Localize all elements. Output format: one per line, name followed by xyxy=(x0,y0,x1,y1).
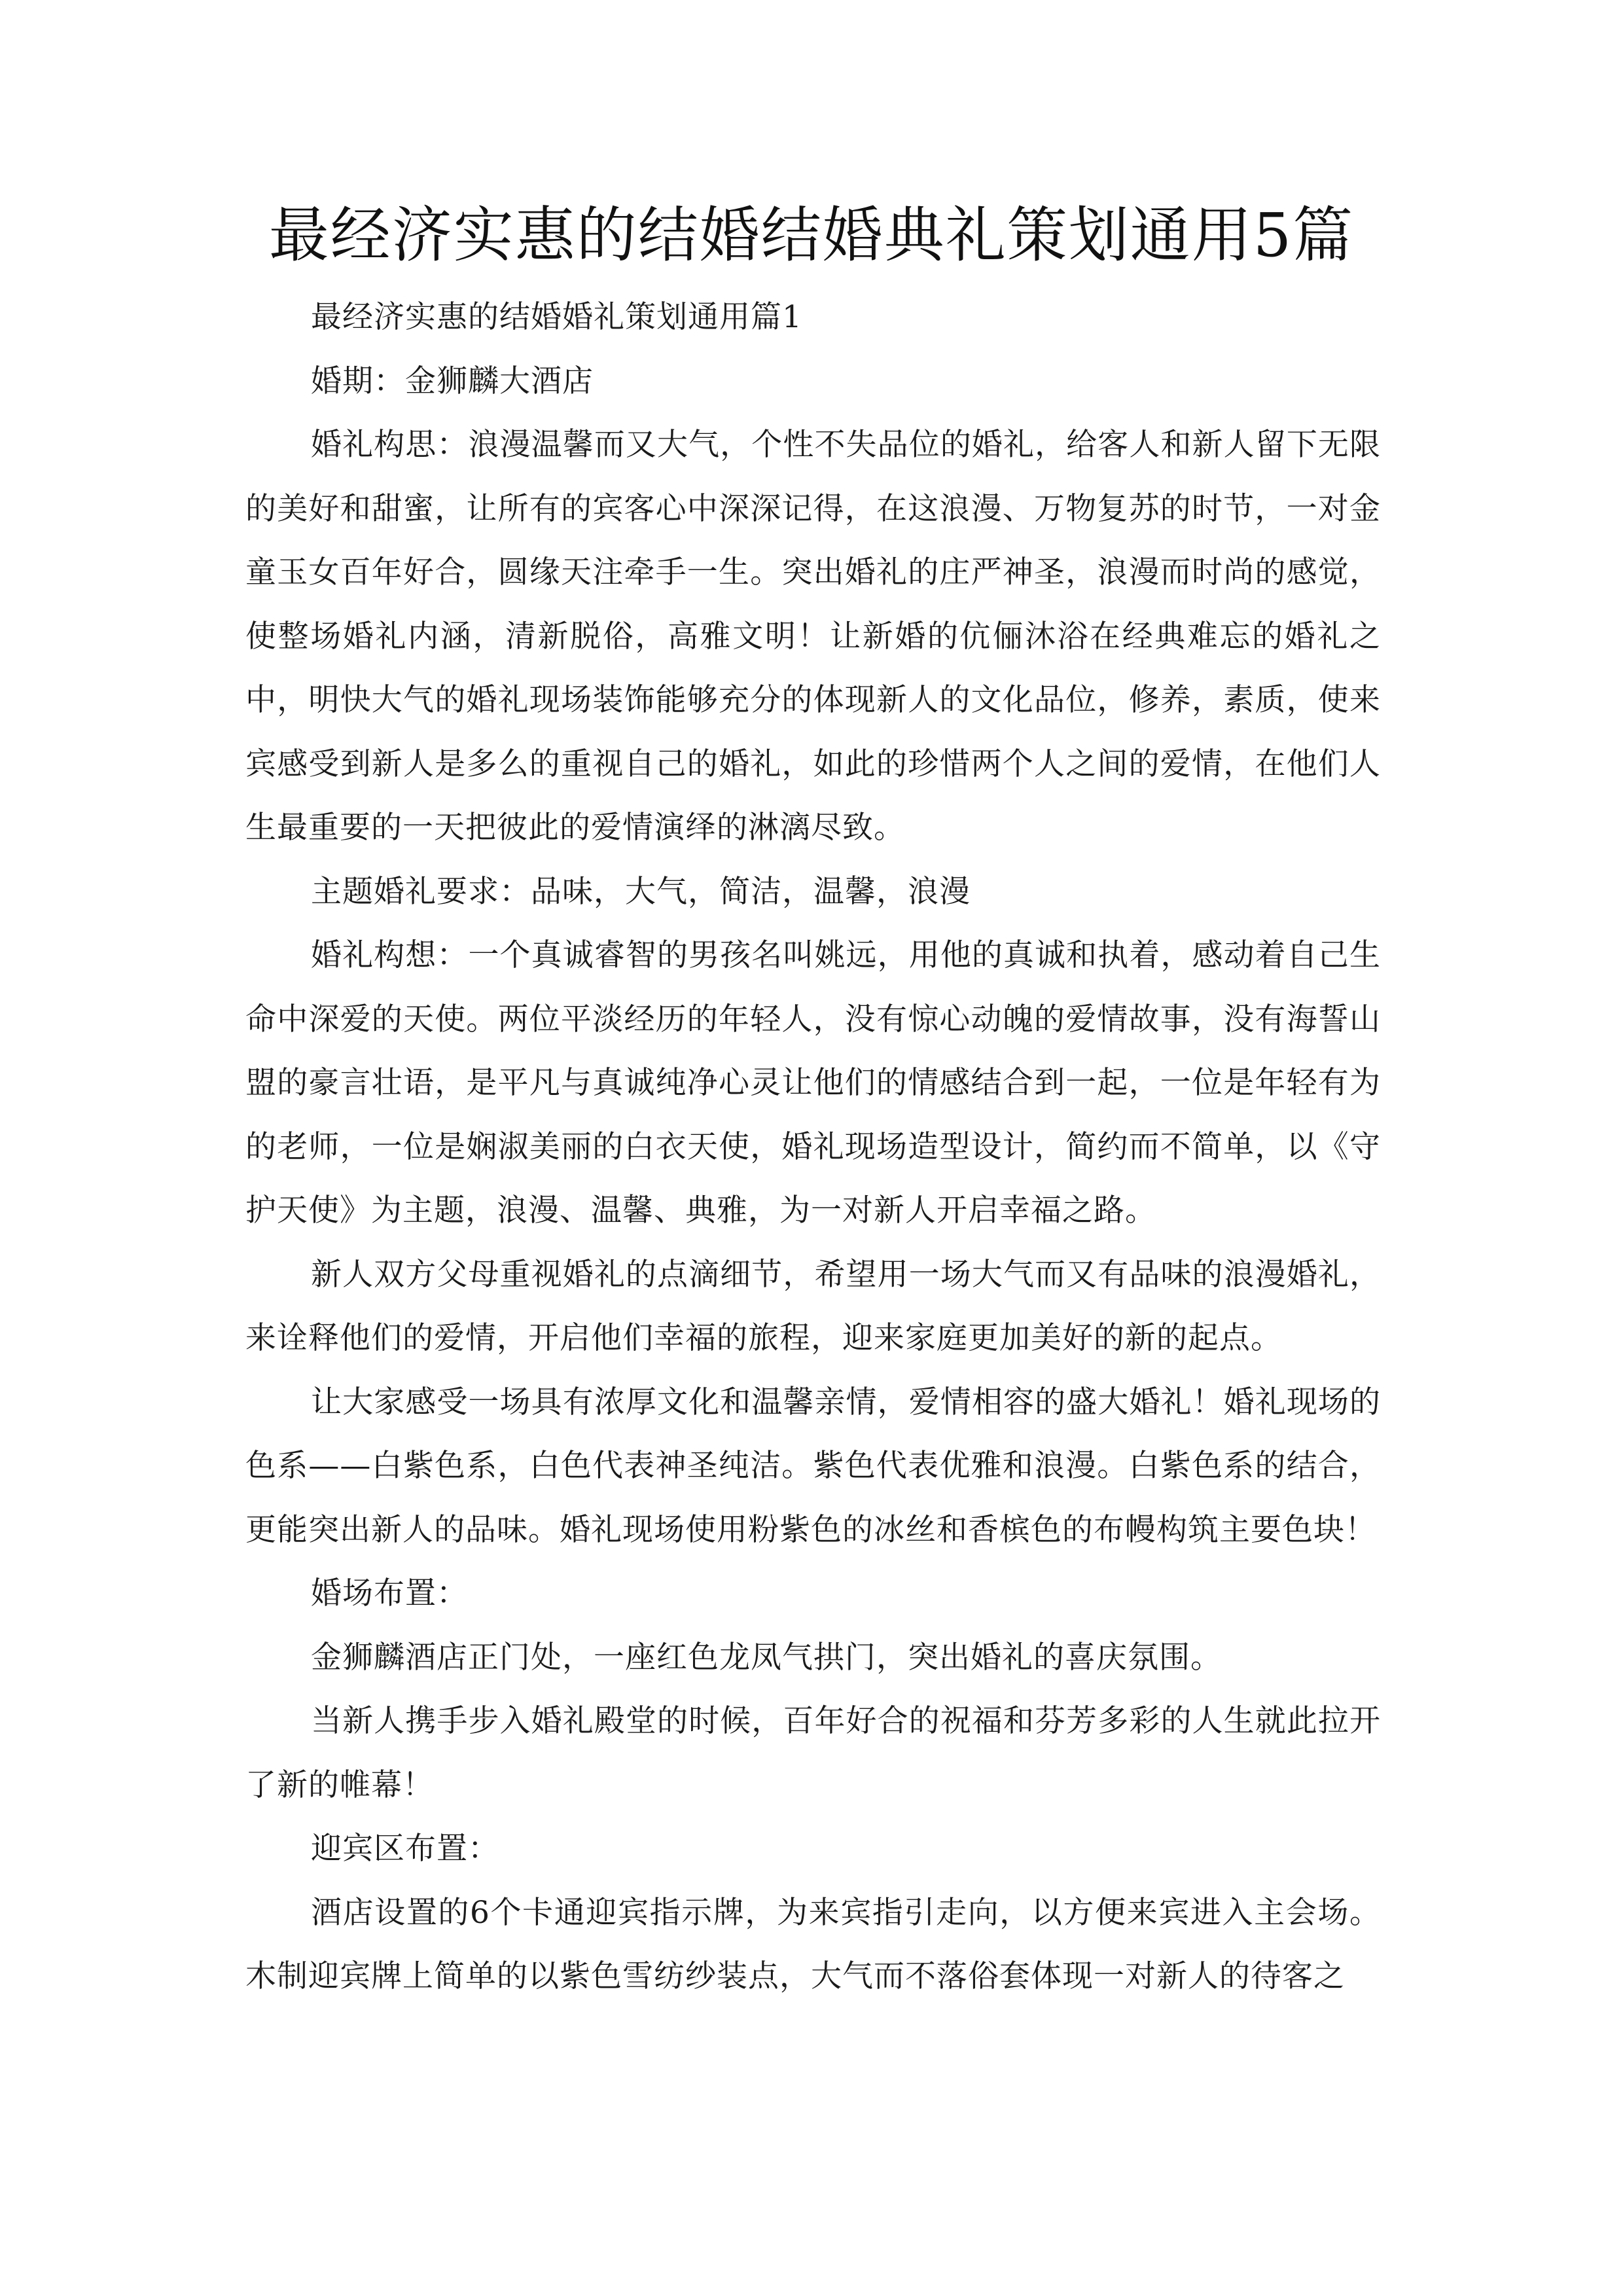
paragraph-parents: 新人双方父母重视婚礼的点滴细节，希望用一场大气而又有品味的浪漫婚礼，来诠释他们的爱情，开启他们幸福的旅程，迎来家庭更加美好的新的起点。 xyxy=(245,1256,1381,1356)
paragraph-wedding-date: 婚期：金狮麟大酒店 xyxy=(311,363,594,399)
document-title: 最经济实惠的结婚结婚典礼策划通用5篇 xyxy=(268,200,1355,270)
paragraph-theme-requirements: 主题婚礼要求：品味，大气，简洁，温馨，浪漫 xyxy=(311,873,971,910)
paragraph-color-scheme: 让大家感受一场具有浓厚文化和温馨亲情，爱情相容的盛大婚礼！婚礼现场的色系——白紫色系，白色代表神圣纯洁。紫色代表优雅和浪漫。白紫色系的结合，更能突出新人的品味。婚礼现场使用粉紫色的冰丝和香槟色的布幔构筑主要色块！ xyxy=(245,1384,1381,1548)
paragraph-reception-signs: 酒店设置的6个卡通迎宾指示牌，为来宾指引走向，以方便来宾进入主会场。木制迎宾牌上简单的以紫色雪纺纱装点，大气而不落俗套体现一对新人的待客之 xyxy=(245,1894,1381,1994)
paragraph-venue-heading: 婚场布置： xyxy=(311,1575,468,1611)
document-body xyxy=(245,285,1381,2009)
paragraph-wedding-idea: 婚礼构想：一个真诚睿智的男孩名叫姚远，用他的真诚和执着，感动着自己生命中深爱的天使。两位平淡经历的年轻人，没有惊心动魄的爱情故事，没有海誓山盟的豪言壮语，是平凡与真诚纯净心灵让他们的情感结合到一起，一位是年轻有为的老师，一位是娴淑美丽的白衣天使，婚礼现场造型设计，简约而不简单，以《守护天使》为主题，浪漫、温馨、典雅，为一对新人开启幸福之路。 xyxy=(245,937,1381,1229)
paragraph-couple-entrance: 当新人携手步入婚礼殿堂的时候，百年好合的祝福和芬芳多彩的人生就此拉开了新的帷幕！ xyxy=(245,1703,1381,1803)
paragraph-entrance-arch: 金狮麟酒店正门处，一座红色龙凤气拱门，突出婚礼的喜庆氛围。 xyxy=(311,1639,1222,1676)
paragraph-wedding-concept: 婚礼构思：浪漫温馨而又大气，个性不失品位的婚礼，给客人和新人留下无限的美好和甜蜜，让所有的宾客心中深深记得，在这浪漫、万物复苏的时节，一对金童玉女百年好合，圆缘天注牵手一生。突出婚礼的庄严神圣，浪漫而时尚的感觉，使整场婚礼内涵，清新脱俗，高雅文明！让新婚的伉俪沐浴在经典难忘的婚礼之中，明快大气的婚礼现场装饰能够充分的体现新人的文化品位，修养，素质，使来宾感受到新人是多么的重视自己的婚礼，如此的珍惜两个人之间的爱情，在他们人生最重要的一天把彼此的爱情演绎的淋漓尽致。 xyxy=(245,427,1381,846)
section-heading: 最经济实惠的结婚婚礼策划通用篇1 xyxy=(311,299,802,335)
paragraph-reception-heading: 迎宾区布置： xyxy=(311,1831,499,1867)
